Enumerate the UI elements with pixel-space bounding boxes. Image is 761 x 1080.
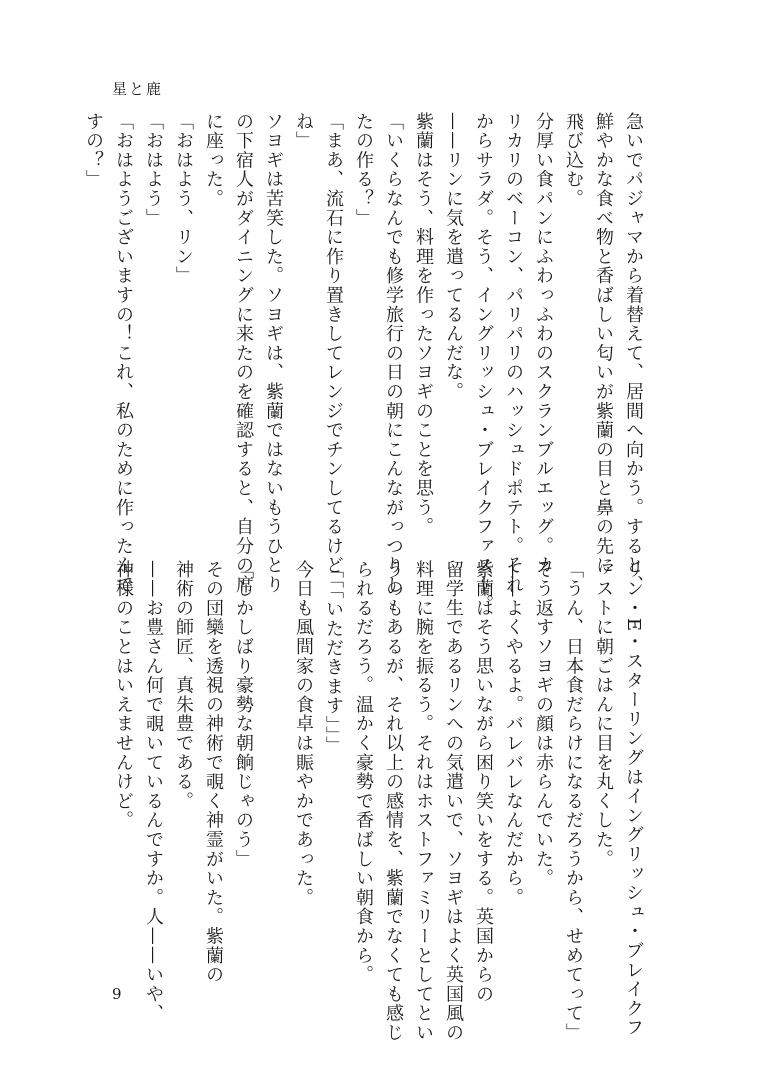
running-header: 星と鹿 [112,80,164,98]
text-line: 「まあ、流石に作り置きしてレンジでチンしてるけど [323,112,344,576]
text-line: 「いくらなんでも修学旅行の日の朝にこんながっつりし [383,112,404,595]
text-line: ァストに朝ごはんに目を丸くした。 [593,560,614,869]
text-line: すの？」 [83,112,104,190]
text-line: 料理に腕を振るう。それはホストファミリーとしてとい [413,560,434,1043]
text-line: 紫蘭はそう思いながら困り笑いをする。英国からの [473,560,494,1004]
text-line: 留学生であるリンへの気遣いで、ソヨギはよく英国風の [443,560,464,1043]
text-line: 「「「いただきます」」」 [323,560,344,756]
text-line: たの作る？」 [353,112,374,228]
text-line: 今日も風間家の食卓は賑やかであった。 [293,560,314,908]
page-number: 9 [112,985,122,1003]
text-line: 「おはよう」 [143,112,164,228]
text-line: 飛び込む。 [563,112,584,209]
lower-text-block [108,560,648,1043]
text-line: ——お豊さん何で覗いているんですか。人——いや、 [143,560,164,1024]
text-line: 分厚い食パンにふわっふわのスクランブルエッグ。カ [533,112,554,576]
text-line: られるだろう。温かく豪勢で香ばしい朝食から。 [353,560,374,985]
text-line: 鮮やかな食べ物と香ばしい匂いが紫蘭の目と鼻の先に [593,112,614,576]
upper-text-block [78,112,648,614]
text-line: 「おはよう、リン」 [173,112,194,286]
text-line: 「おはようございますの！これ、私のために作ったんで [113,112,134,595]
text-line: 紫蘭はそう、料理を作ったソヨギのことを思う。 [413,112,434,537]
text-line: 急いでパジャマから着替えて、居間へ向かう。すると、 [623,112,644,595]
text-line: からサラダ。そう、イングリッシュ・ブレイクファスト。 [473,112,494,614]
text-line: ——リンに気を遣ってるんだな。 [443,112,464,402]
text-line: 「しかしばり豪勢な朝餉じゃのう」 [233,560,254,869]
text-line: リカリのベーコン、パリパリのハッシュドポテト。それ [503,112,524,595]
text-line: そう返すソヨギの顔は赤らんでいた。 [533,560,554,889]
text-line: ソヨギは苦笑した。ソヨギは、紫蘭ではないもうひとり [263,112,284,595]
text-line: 「うん、日本食だらけになるだろうから、せめてって」 [563,560,584,1043]
text-line: その団欒を透視の神術で覗く神霊がいた。紫蘭の [203,560,224,985]
text-line: に座った。 [203,112,224,209]
text-line: 神様のことはいえませんけど。 [113,560,134,831]
text-line: ——よくやるよ。バレバレなんだから。 [503,560,524,908]
text-line: 神術の師匠、真朱豊である。 [173,560,194,811]
text-line: ね」 [293,112,314,151]
text-line: の下宿人がダイニングに来たのを確認すると、自分の席 [233,112,254,595]
text-line: うのもあるが、それ以上の感情を、紫蘭でなくても感じ [383,560,404,1043]
text-line: リン・E・スターリングはイングリッシュ・ブレイクフ [623,560,644,1038]
